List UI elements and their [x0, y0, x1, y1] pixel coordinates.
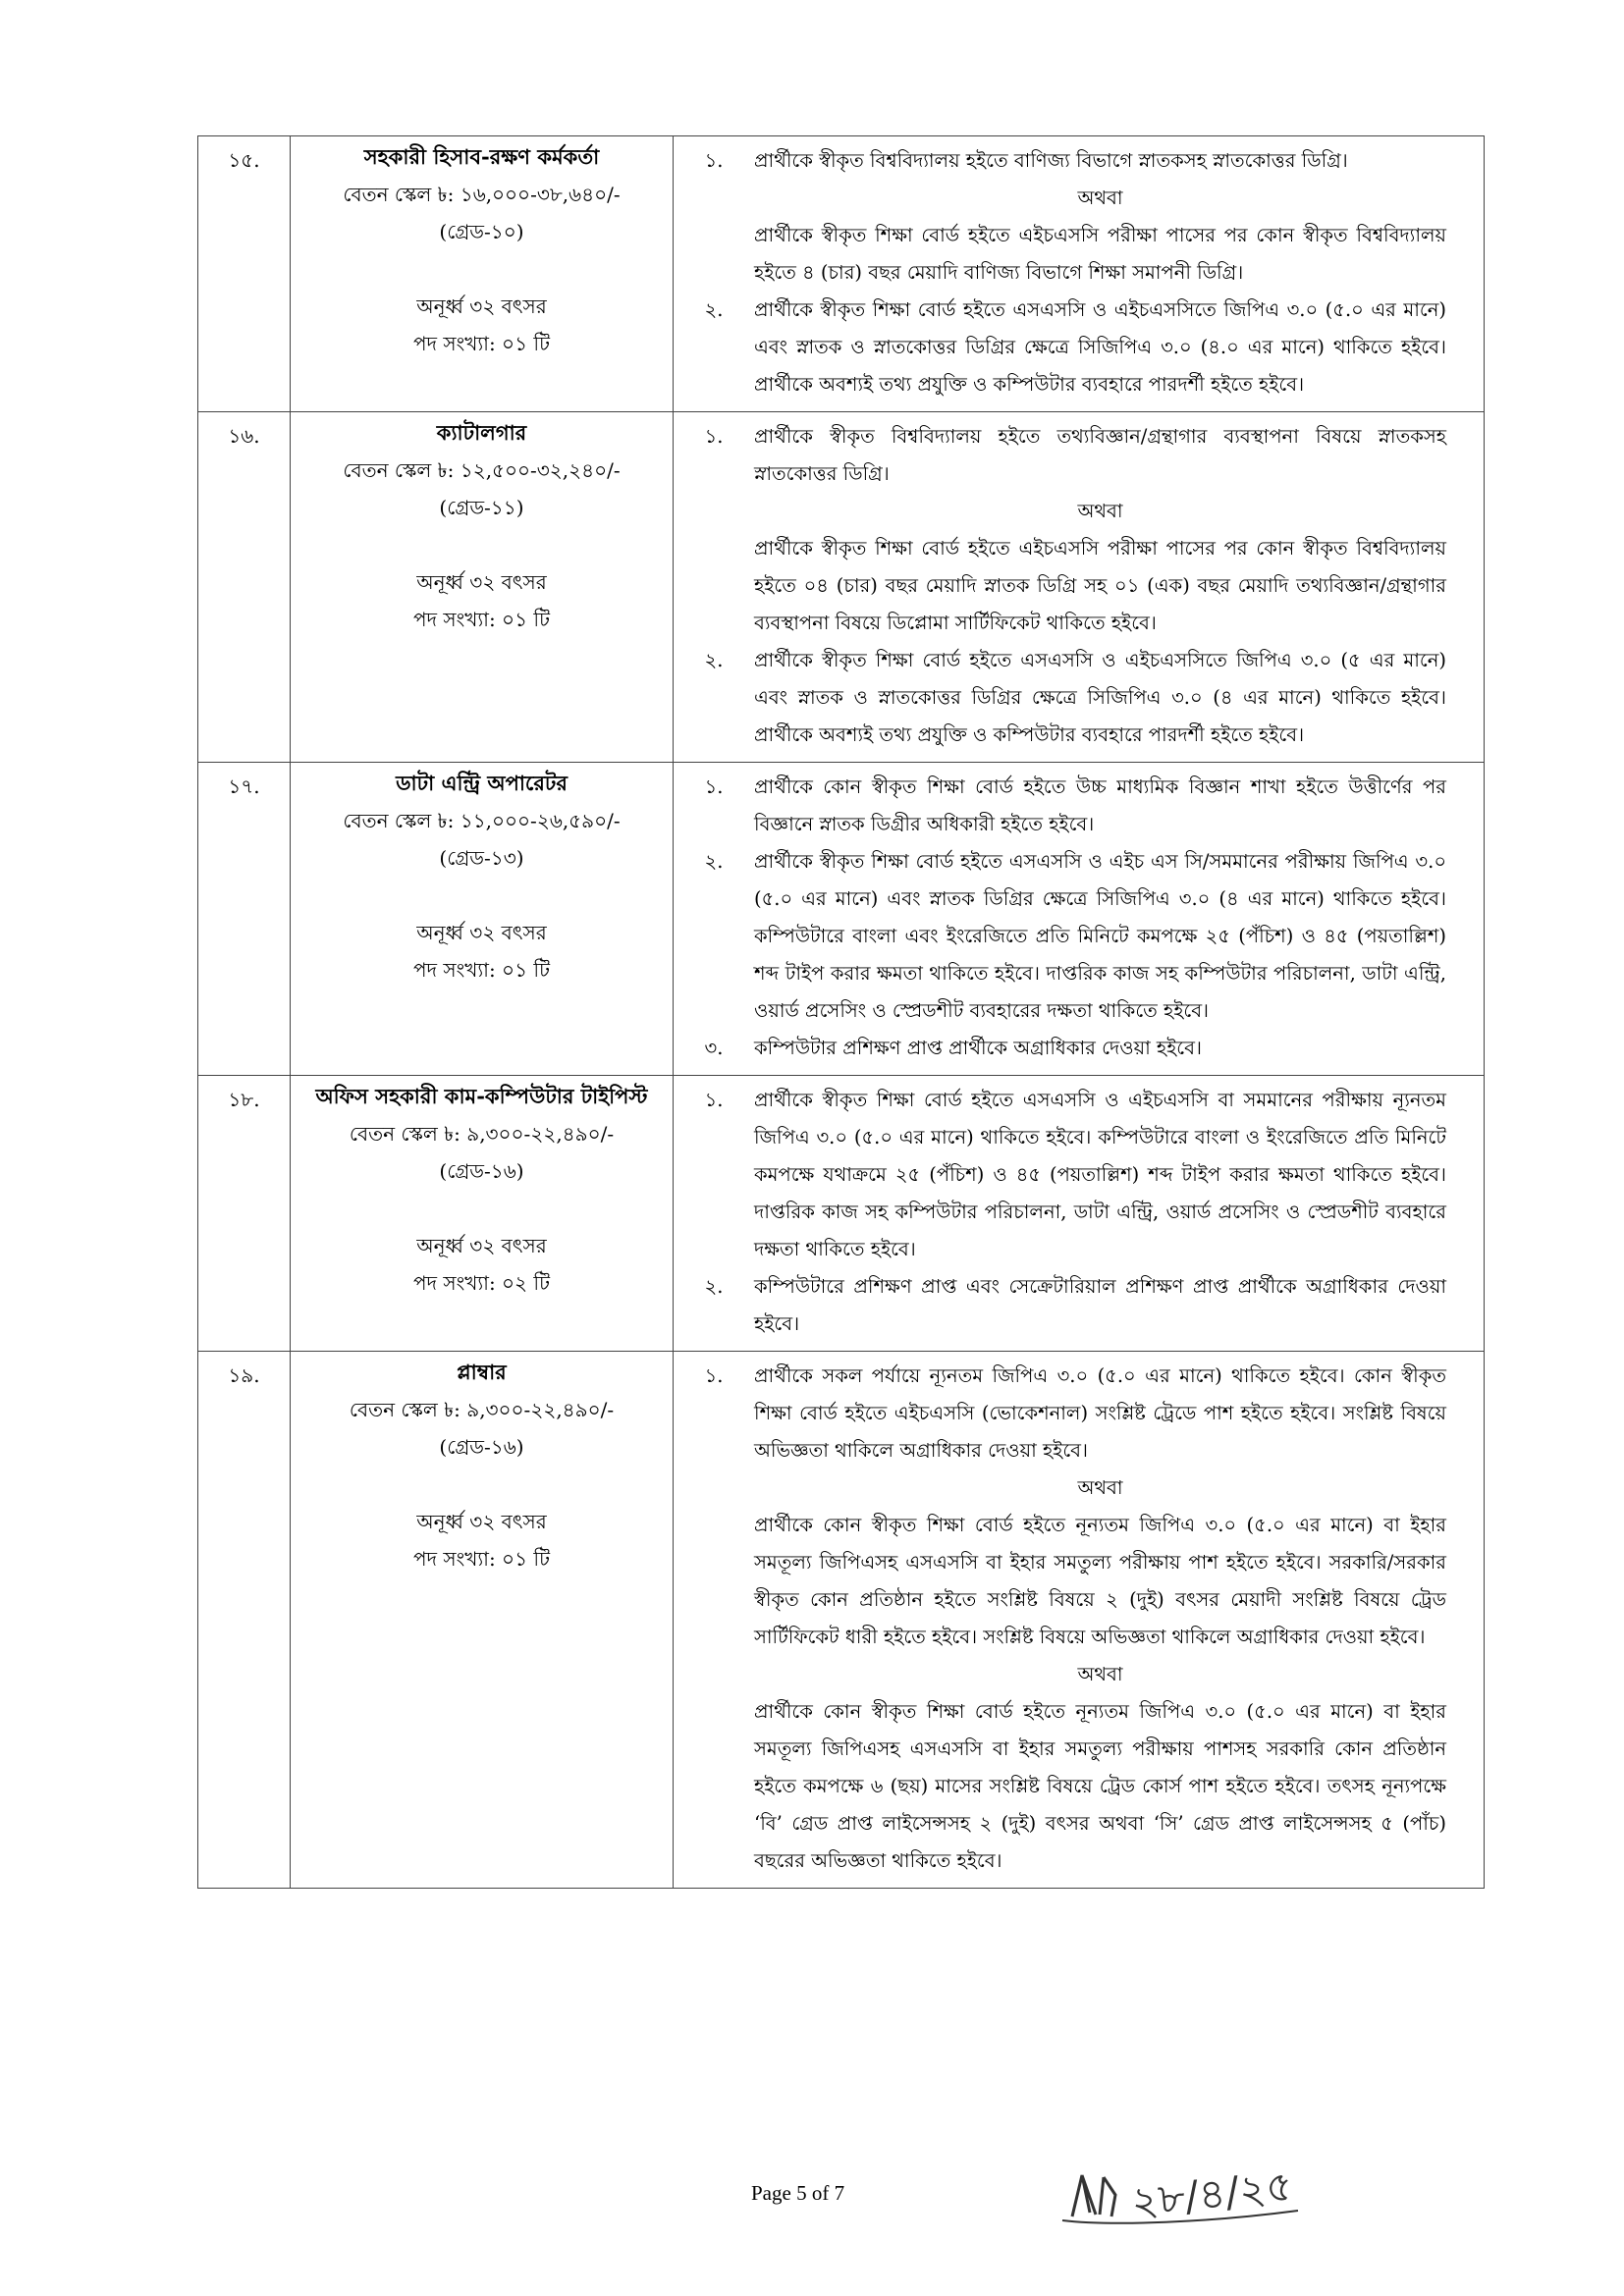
alternative-text: প্রার্থীকে স্বীকৃত শিক্ষা বোর্ড হইতে এইচএসসি পরীক্ষা পাসের পর কোন স্বীকৃত বিশ্ববিদ্যালয় হইতে ৪ (চার) বছর মেয়াদি বাণিজ্য বিভাগে শিক্ষা সমাপনী ডিগ্রি।: [754, 224, 1446, 284]
item-text: প্রার্থীকে কোন স্বীকৃত শিক্ষা বোর্ড হইতে উচ্চ মাধ্যমিক বিজ্ঞান শাখা হইতে উত্তীর্ণের পর বিজ্ঞানে স্নাতক ডিগ্রীর অধিকারী হইতে হইবে।: [754, 775, 1446, 835]
age-limit: অনূর্ধ্ব ৩২ বৎসর: [416, 921, 547, 944]
row-number: ১৫.: [198, 136, 291, 412]
qualification-item: [674, 1358, 1446, 1469]
post-cell: [291, 1076, 674, 1352]
row-number: ১৬.: [198, 412, 291, 763]
qualification-cell: [674, 763, 1485, 1076]
qualification-item: [674, 1030, 1446, 1067]
item-number: ৩.: [704, 1037, 724, 1059]
table-row: [198, 763, 1485, 1076]
vacancy-count: পদ সংখ্যা: ০১ টি: [412, 332, 551, 355]
pay-scale: বেতন স্কেল ৳: ৯,৩০০-২২,৪৯০/-: [349, 1122, 615, 1146]
gap: [292, 1190, 672, 1227]
item-number: ২.: [704, 1275, 724, 1298]
or-separator: অথবা: [1077, 1663, 1123, 1685]
age-limit: অনূর্ধ্ব ৩২ বৎসর: [416, 570, 547, 594]
pay-scale: বেতন স্কেল ৳: ৯,৩০০-২২,৪৯০/-: [349, 1398, 615, 1421]
signature-mark: [1053, 2156, 1347, 2244]
item-text: কম্পিউটারে প্রশিক্ষণ প্রাপ্ত এবং সেক্রেটারিয়াল প্রশিক্ষণ প্রাপ্ত প্রার্থীকে অগ্রাধিকার দেওয়া হইবে।: [754, 1275, 1446, 1335]
row-number: ১৯.: [198, 1352, 291, 1889]
gap: [292, 526, 672, 563]
age-limit: অনূর্ধ্ব ৩২ বৎসর: [416, 1510, 547, 1533]
item-number: ১.: [704, 775, 724, 798]
item-text: প্রার্থীকে স্বীকৃত শিক্ষা বোর্ড হইতে এসএসসি ও এইচ এস সি/সমমানের পরীক্ষায় জিপিএ ৩.০ (৫.০ এর মানে) এবং স্নাতক ডিগ্রির ক্ষেত্রে সিজিপিএ ৩.০ (৪ এর মানে) থাকিতে হইবে। কম্পিউটারে বাংলা এবং ইংরেজিতে প্রতি মিনিটে কমপক্ষে ২৫ (পঁচিশ) ও ৪৫ (পয়তাল্লিশ) শব্দ টাইপ করার ক্ষমতা থাকিতে হইবে। দাপ্তরিক কাজ সহ কম্পিউটার পরিচালনা, ডাটা এন্ট্রি, ওয়ার্ড প্রসেসিং ও স্প্রেডশীট ব্যবহারের দক্ষতা থাকিতে হইবে।: [754, 850, 1446, 1022]
alternative-text: প্রার্থীকে স্বীকৃত শিক্ষা বোর্ড হইতে এইচএসসি পরীক্ষা পাসের পর কোন স্বীকৃত বিশ্ববিদ্যালয় হইতে ০৪ (চার) বছর মেয়াদি স্নাতক ডিগ্রি সহ ০১ (এক) বছর মেয়াদি তথ্যবিজ্ঞান/গ্রন্থাগার ব্যবস্থাপনা বিষয়ে ডিপ্লোমা সার্টিফিকেট থাকিতে হইবে।: [754, 537, 1446, 634]
item-text: প্রার্থীকে স্বীকৃত শিক্ষা বোর্ড হইতে এসএসসি ও এইচএসসিতে জিপিএ ৩.০ (৫.০ এর মানে) এবং স্নাতক ও স্নাতকোত্তর ডিগ্রির ক্ষেত্রে সিজিপিএ ৩.০ (৪.০ এর মানে) থাকিতে হইবে। প্রার্থীকে অবশ্যই তথ্য প্রযুক্তি ও কম্পিউটার ব্যবহারে পারদর্শী হইতে হইবে।: [754, 298, 1446, 396]
grade: (গ্রেড-১৬): [439, 1159, 524, 1183]
gap: [292, 877, 672, 914]
signature-date: ২৮/৪/২৫: [1128, 2161, 1295, 2226]
pay-scale: বেতন স্কেল ৳: ১১,০০০-২৬,৫৯০/-: [343, 809, 621, 832]
item-text: প্রার্থীকে স্বীকৃত শিক্ষা বোর্ড হইতে এসএসসি ও এইচএসসি বা সমমানের পরীক্ষায় ন্যূনতম জিপিএ ৩.০ (৫.০ এর মানে) থাকিতে হইবে। কম্পিউটারে বাংলা ও ইংরেজিতে প্রতি মিনিটে কমপক্ষে যথাক্রমে ২৫ (পঁচিশ) ও ৪৫ (পয়তাল্লিশ) শব্দ টাইপ করার ক্ষমতা থাকিতে হইবে। দাপ্তরিক কাজ সহ কম্পিউটার পরিচালনা, ডাটা এন্ট্রি, ওয়ার্ড প্রসেসিং ও স্প্রেডশীট ব্যবহারে দক্ষতা থাকিতে হইবে।: [754, 1089, 1446, 1260]
vacancy-count: পদ সংখ্যা: ০১ টি: [412, 1547, 551, 1571]
post-title: প্লাম্বার: [457, 1360, 507, 1384]
qualification-item: [674, 769, 1446, 843]
qualification-item: [674, 1082, 1446, 1268]
item-text: প্রার্থীকে স্বীকৃত বিশ্ববিদ্যালয় হইতে বাণিজ্য বিভাগে স্নাতকসহ স্নাতকোত্তর ডিগ্রি।: [754, 149, 1348, 172]
item-number: ২.: [704, 298, 724, 321]
post-cell: [291, 763, 674, 1076]
alternative-text: প্রার্থীকে কোন স্বীকৃত শিক্ষা বোর্ড হইতে নূন্যতম জিপিএ ৩.০ (৫.০ এর মানে) বা ইহার সমতূল্য জিপিএসহ এসএসসি বা ইহার সমতুল্য পরীক্ষায় পাশ হইতে হইবে। সরকারি/সরকার স্বীকৃত কোন প্রতিষ্ঠান হইতে সংশ্লিষ্ট বিষয়ে ২ (দুই) বৎসর মেয়াদী সংশ্লিষ্ট বিষয়ে ট্রেড সার্টিফিকেট ধারী হইতে হইবে। সংশ্লিষ্ট বিষয়ে অভিজ্ঞতা থাকিলে অগ্রাধিকার দেওয়া হইবে।: [754, 1514, 1446, 1648]
qualification-item: [674, 418, 1446, 493]
or-separator: অথবা: [1077, 500, 1123, 522]
qualification-table: [197, 135, 1485, 1889]
qualification-item: [674, 642, 1446, 754]
gap: [292, 1466, 672, 1503]
item-number: ২.: [704, 649, 724, 671]
item-number: ২.: [704, 850, 724, 873]
vacancy-count: পদ সংখ্যা: ০২ টি: [412, 1271, 551, 1295]
table-body: [198, 136, 1485, 1889]
item-text: প্রার্থীকে স্বীকৃত বিশ্ববিদ্যালয় হইতে তথ্যবিজ্ঞান/গ্রন্থাগার ব্যবস্থাপনা বিষয়ে স্নাতকসহ স্নাতকোত্তর ডিগ্রি।: [754, 425, 1446, 485]
alternative-text: প্রার্থীকে কোন স্বীকৃত শিক্ষা বোর্ড হইতে নূন্যতম জিপিএ ৩.০ (৫.০ এর মানে) বা ইহার সমতূল্য জিপিএসহ এসএসসি বা ইহার সমতুল্য পরীক্ষায় পাশসহ সরকারি কোন প্রতিষ্ঠান হইতে কমপক্ষে ৬ (ছয়) মাসের সংশ্লিষ্ট বিষয়ে ট্রেড কোর্স পাশ হইতে হইবে। তৎসহ নূন্যপক্ষে ‘বি’ গ্রেড প্রাপ্ত লাইসেন্সসহ ২ (দুই) বৎসর অথবা ‘সি’ গ্রেড প্রাপ্ত লাইসেন্সসহ ৫ (পাঁচ) বছরের অভিজ্ঞতা থাকিতে হইবে।: [754, 1700, 1446, 1872]
page-number: Page 5 of 7: [751, 2181, 845, 2205]
post-title: অফিস সহকারী কাম-কম্পিউটার টাইপিস্ট: [315, 1084, 648, 1108]
age-limit: অনূর্ধ্ব ৩২ বৎসর: [416, 294, 547, 318]
post-cell: [291, 1352, 674, 1889]
grade: (গ্রেড-১১): [439, 496, 524, 519]
post-cell: [291, 136, 674, 412]
vacancy-count: পদ সংখ্যা: ০১ টি: [412, 608, 551, 631]
pay-scale: বেতন স্কেল ৳: ১২,৫০০-৩২,২৪০/-: [343, 458, 621, 482]
qualification-cell: [674, 412, 1485, 763]
post-cell: [291, 412, 674, 763]
item-number: ১.: [704, 1089, 724, 1111]
pay-scale: বেতন স্কেল ৳: ১৬,০০০-৩৮,৬৪০/-: [343, 183, 621, 206]
vacancy-count: পদ সংখ্যা: ০১ টি: [412, 958, 551, 982]
qualification-item: [674, 142, 1446, 180]
gap: [292, 250, 672, 288]
grade: (গ্রেড-১৬): [439, 1435, 524, 1459]
item-text: প্রার্থীকে স্বীকৃত শিক্ষা বোর্ড হইতে এসএসসি ও এইচএসসিতে জিপিএ ৩.০ (৫ এর মানে) এবং স্নাতক ও স্নাতকোত্তর ডিগ্রির ক্ষেত্রে সিজিপিএ ৩.০ (৪ এর মানে) থাকিতে হইবে। প্রার্থীকে অবশ্যই তথ্য প্রযুক্তি ও কম্পিউটার ব্যবহারে পারদর্শী হইতে হইবে।: [754, 649, 1446, 746]
table-row: [198, 136, 1485, 412]
post-title: ডাটা এন্ট্রি অপারেটর: [396, 771, 568, 795]
table-row: [198, 412, 1485, 763]
item-number: ১.: [704, 1364, 724, 1387]
item-number: ১.: [704, 425, 724, 448]
post-title: ক্যাটালগার: [436, 420, 527, 445]
row-number: ১৮.: [198, 1076, 291, 1352]
qualification-item: [674, 1268, 1446, 1343]
item-number: ১.: [704, 149, 724, 172]
post-title: সহকারী হিসাব-রক্ষণ কর্মকর্তা: [363, 144, 600, 169]
or-separator: অথবা: [1077, 187, 1123, 209]
qualification-cell: [674, 1076, 1485, 1352]
qualification-cell: [674, 136, 1485, 412]
grade: (গ্রেড-১০): [439, 220, 524, 243]
qualification-item: [674, 843, 1446, 1030]
age-limit: অনূর্ধ্ব ৩২ বৎসর: [416, 1234, 547, 1257]
row-number: ১৭.: [198, 763, 291, 1076]
table-row: [198, 1352, 1485, 1889]
qualification-cell: [674, 1352, 1485, 1889]
or-separator: অথবা: [1077, 1476, 1123, 1499]
item-text: কম্পিউটার প্রশিক্ষণ প্রাপ্ত প্রার্থীকে অগ্রাধিকার দেওয়া হইবে।: [754, 1037, 1202, 1059]
table-row: [198, 1076, 1485, 1352]
item-text: প্রার্থীকে সকল পর্যায়ে ন্যূনতম জিপিএ ৩.০ (৫.০ এর মানে) থাকিতে হইবে। কোন স্বীকৃত শিক্ষা বোর্ড হইতে এইচএসসি (ভোকেশনাল) সংশ্লিষ্ট ট্রেডে পাশ হইতে হইবে। সংশ্লিষ্ট বিষয়ে অভিজ্ঞতা থাকিলে অগ্রাধিকার দেওয়া হইবে।: [754, 1364, 1446, 1462]
grade: (গ্রেড-১৩): [439, 846, 524, 870]
qualification-item: [674, 292, 1446, 403]
